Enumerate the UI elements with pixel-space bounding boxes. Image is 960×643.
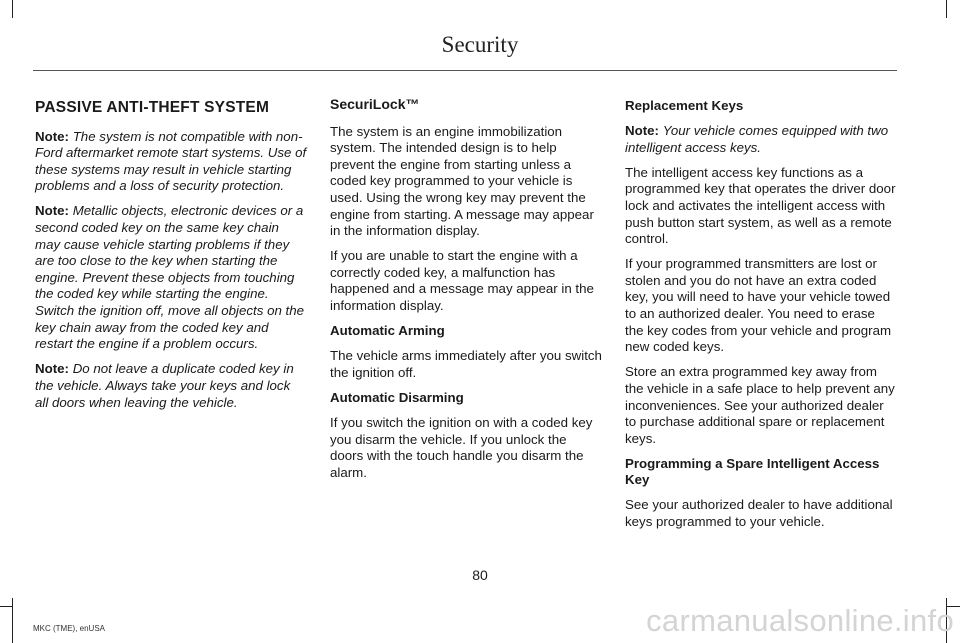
note-label: Note: — [35, 203, 69, 219]
watermark: carmanualsonline.info — [646, 603, 954, 638]
body-paragraph: If you are unable to start the engine with a correctly coded key, a malfunction has happened and a message may appear in the information display. — [330, 248, 594, 314]
note-paragraph — [35, 361, 307, 411]
subheading-programming-spare-key: Programming a Spare Intelligent Access Key — [625, 455, 880, 488]
body-paragraph: See your authorized dealer to have additional keys programmed to your vehicle. — [625, 497, 893, 530]
document-code: MKC (TME), enUSA — [33, 624, 106, 633]
column-right — [625, 96, 897, 539]
body-paragraph: The intelligent access key functions as a programmed key that operates the driver door lock and activates the intelligent access with push button start system, as well as a remote control. — [625, 164, 896, 247]
section-heading-passive-anti-theft: PASSIVE ANTI-THEFT SYSTEM — [35, 99, 270, 116]
note-label: Note: — [625, 123, 659, 139]
body-paragraph: If your programmed transmitters are lost or stolen and you do not have an extra coded key, you will need to have your vehicle towed to an authorized dealer. You need to erase the key codes from your vehicle and program new coded keys. — [625, 256, 892, 355]
body-paragraph: The vehicle arms immediately after you switch the ignition off. — [330, 348, 602, 380]
page-title: Security — [441, 32, 519, 57]
crop-mark-bottom-left-h — [0, 606, 12, 607]
subheading-automatic-disarming: Automatic Disarming — [330, 389, 464, 405]
crop-mark-top-right — [946, 0, 947, 18]
crop-mark-top-left — [12, 0, 13, 18]
note-text: The system is not compatible with non-Ford aftermarket remote start systems. Use of these systems may result in vehicle starting problems and a loss of security protection. — [35, 128, 307, 194]
section-heading-securilock: SecuriLock™ — [330, 96, 420, 112]
header-rule — [33, 70, 897, 71]
crop-mark-bottom-left-v — [12, 598, 13, 643]
note-text: Do not leave a duplicate coded key in the vehicle. Always take your keys and lock all doors when leaving the vehicle. — [35, 361, 294, 410]
column-middle — [330, 96, 602, 490]
note-paragraph — [625, 123, 897, 156]
note-text: Metallic objects, electronic devices or a second coded key on the same key chain may cause vehicle starting problems if they are too close to the key when starting the engine. Prevent these objects from touching the coded key while starting the engine. Switch the ignition off, move all objects on the key chain away from the coded key and restart the engine if a problem occurs. — [35, 203, 305, 352]
page-number: 80 — [472, 567, 488, 583]
body-paragraph: The system is an engine immobilization system. The intended design is to help prevent the engine from starting unless a coded key programmed to your vehicle is used. Using the wrong key may prevent the engine from starting. A message may appear in the information display. — [330, 123, 594, 239]
column-left — [35, 96, 307, 420]
body-paragraph: Store an extra programmed key away from the vehicle in a safe place to help prevent any inconveniences. See your authorized dealer to purchase additional spare or replacement keys. — [625, 364, 895, 446]
subheading-automatic-arming: Automatic Arming — [330, 323, 445, 339]
note-text: Your vehicle comes equipped with two intelligent access keys. — [625, 123, 889, 155]
subheading-replacement-keys: Replacement Keys — [625, 98, 744, 113]
note-paragraph — [35, 129, 307, 195]
note-paragraph — [35, 203, 307, 352]
body-paragraph: If you switch the ignition on with a coded key you disarm the vehicle. If you unlock the doors with the touch handle you disarm the alarm. — [330, 415, 593, 480]
note-label: Note: — [35, 128, 69, 144]
note-label: Note: — [35, 361, 69, 377]
